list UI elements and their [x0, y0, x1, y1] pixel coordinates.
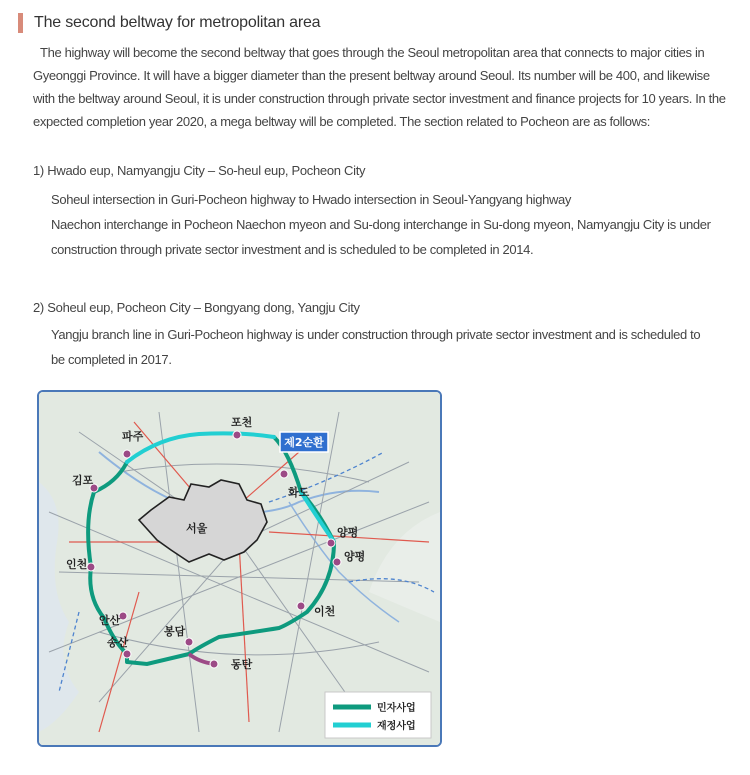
beltway-badge: 제2순환 — [284, 436, 324, 449]
node-paju — [123, 450, 131, 458]
section1-line2: Naechon interchange in Pocheon Naechon myeon and Su-dong interchange in Su-dong myeon, Namyangju City is under construction through private sector investment and is scheduled to be completed in 2014. — [51, 217, 711, 257]
node-hwado — [280, 470, 288, 478]
node-songsan — [123, 650, 131, 658]
section1-title: 1) Hwado eup, Namyangju City – So-heul eup, Pocheon City — [33, 163, 366, 178]
node-icheon — [297, 602, 305, 610]
label-icheon: 이천 — [314, 605, 336, 618]
intro-paragraph: The highway will become the second beltway that goes through the Seoul metropolitan area that connects to major cities in Gyeonggi Province. It will have a bigger diameter than the present beltway around Seoul. Its number will be 400, and likewise with the beltway around Seoul, it is under construction through private sector investment and finance projects for 10 years. In the expected completion year 2020, a mega beltway will be completed. The section related to Pocheon are as follows: — [33, 45, 726, 129]
label-paju: 파주 — [122, 430, 144, 443]
section2-line1: Yangju branch line in Guri-Pocheon highway is under construction through private sector investment and is scheduled to be completed in 2017. — [51, 327, 701, 367]
label-seoul: 서울 — [186, 522, 208, 535]
section2-title: 2) Soheul eup, Pocheon City – Bongyang dong, Yangju City — [33, 300, 360, 315]
node-yangpyeong2 — [333, 558, 341, 566]
section-heading — [18, 12, 320, 34]
label-pocheon: 포천 — [231, 416, 253, 429]
label-ansan: 안산 — [99, 614, 121, 627]
node-dongtan — [210, 660, 218, 668]
beltway-map — [37, 390, 442, 747]
section1-line1: Soheul intersection in Guri-Pocheon highway to Hwado intersection in Seoul-Yangyang highway — [51, 192, 572, 207]
heading-title: The second beltway for metropolitan area — [34, 14, 321, 31]
legend-private-label: 민자사업 — [377, 703, 416, 714]
label-yangpyeong1: 양평 — [337, 526, 359, 539]
node-pocheon — [233, 431, 241, 439]
label-yangpyeong2: 양평 — [344, 550, 366, 563]
label-gimpo: 김포 — [72, 474, 94, 487]
node-bongdam — [185, 638, 193, 646]
heading-accent-bar — [18, 13, 23, 33]
label-dongtan: 동탄 — [231, 658, 253, 671]
node-yangpyeong1 — [327, 539, 335, 547]
label-incheon: 인천 — [66, 558, 88, 571]
beltway-map-svg — [39, 392, 440, 745]
label-bongdam: 봉담 — [164, 625, 186, 638]
legend-fiscal-label: 재정사업 — [377, 721, 416, 732]
label-hwado: 화도 — [288, 486, 310, 499]
node-incheon — [87, 563, 95, 571]
label-songsan: 송산 — [107, 636, 129, 649]
